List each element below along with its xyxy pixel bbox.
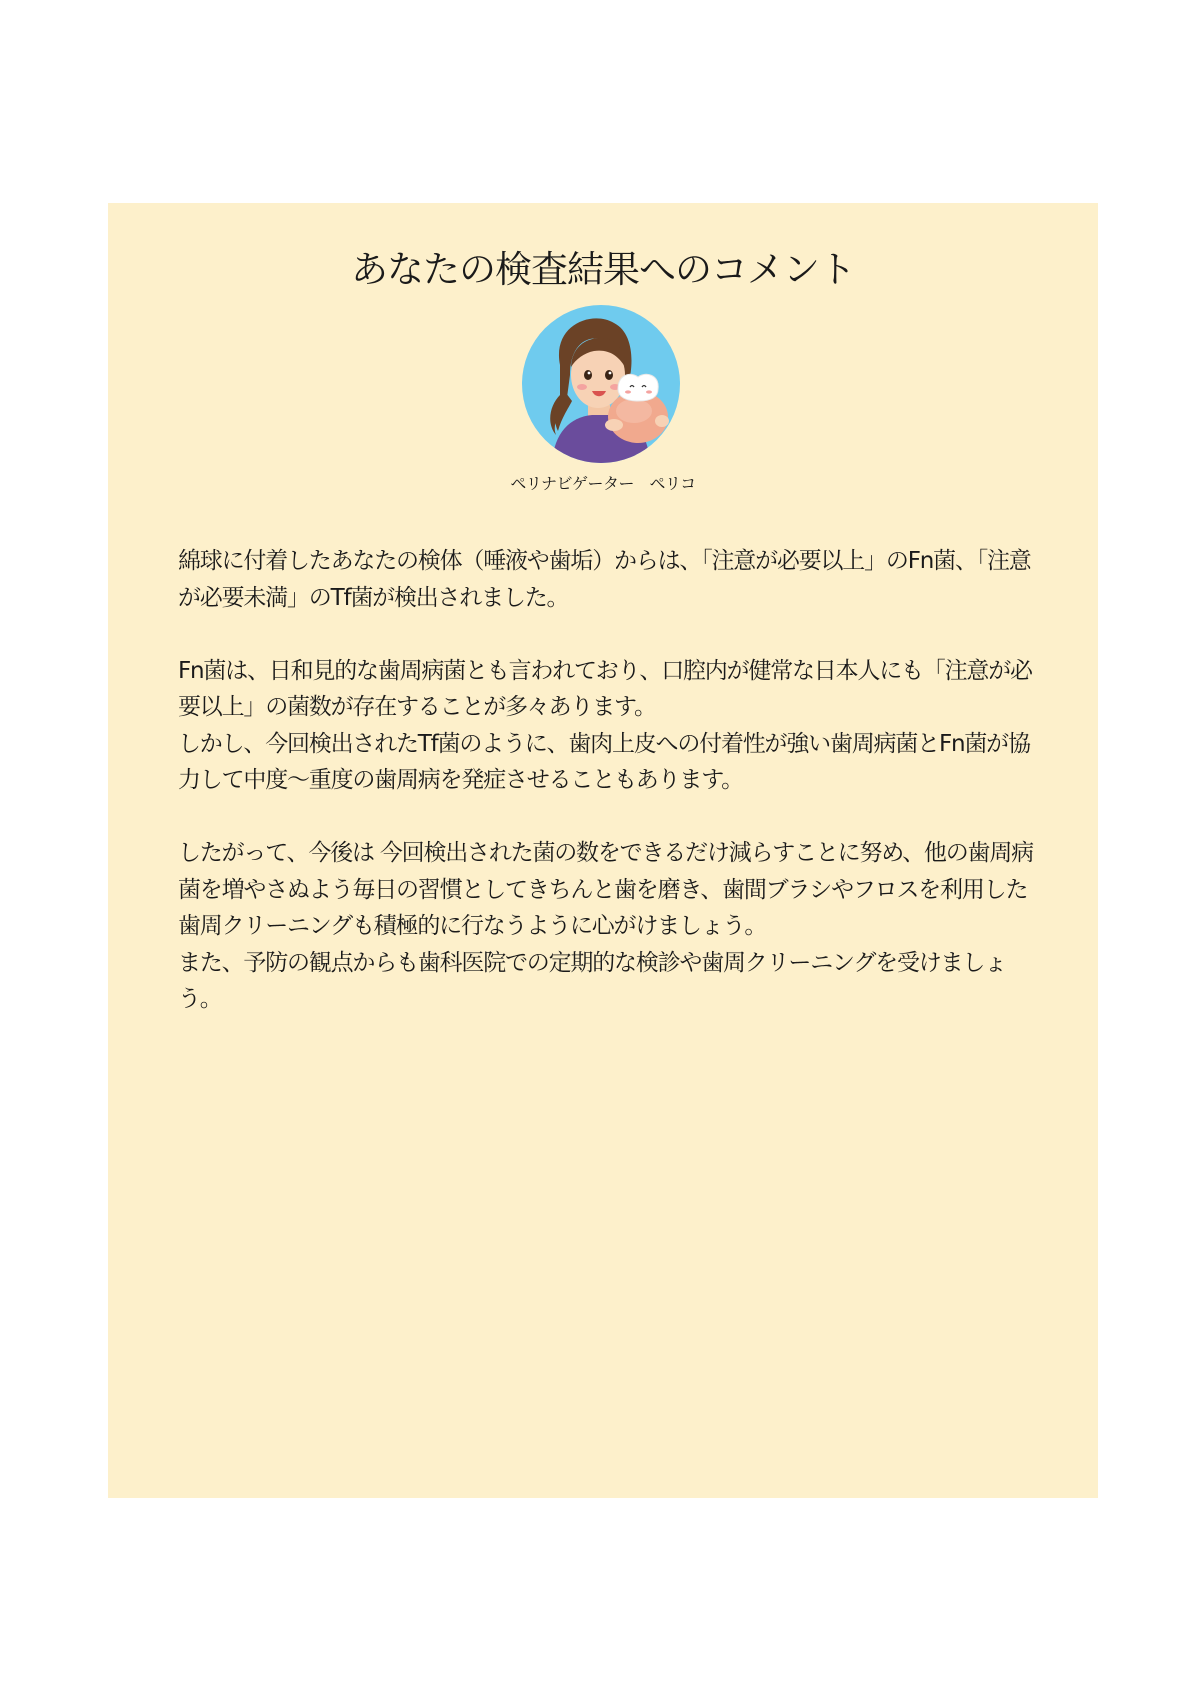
comment-paragraph: Fn菌は、日和見的な歯周病菌とも言われており、口腔内が健常な日本人にも「注意が必要以上」の菌数が存在することが多々あります。 しかし、今回検出されたTf菌のように、歯肉上皮への付着性が強い歯周病菌とFn菌が協力して中度～重度の歯周病を発症させることもあります。 — [178, 657, 1032, 793]
comment-paragraph: 綿球に付着したあなたの検体（唾液や歯垢）からは、「注意が必要以上」のFn菌、「注意が必要未満」のTf菌が検出されました。 — [178, 548, 1031, 611]
character-caption: ペリナビゲーター ペリコ — [510, 474, 696, 493]
comment-panel — [108, 203, 1098, 1498]
nurse-holding-tooth-icon — [522, 305, 680, 463]
comment-paragraph: したがって、今後は 今回検出された菌の数をできるだけ減らすことに努め、他の歯周病菌を増やさぬよう毎日の習慣としてきちんと歯を磨き、歯間ブラシやフロスを利用した歯周クリーニングも積極的に行なうように心がけましょう。 また、予防の観点からも歯科医院での定期的な検診や歯周クリーニングを受けましょう。 — [178, 840, 1033, 1012]
page-title: あなたの検査結果へのコメント — [351, 248, 855, 291]
comment-body — [178, 543, 1048, 1054]
